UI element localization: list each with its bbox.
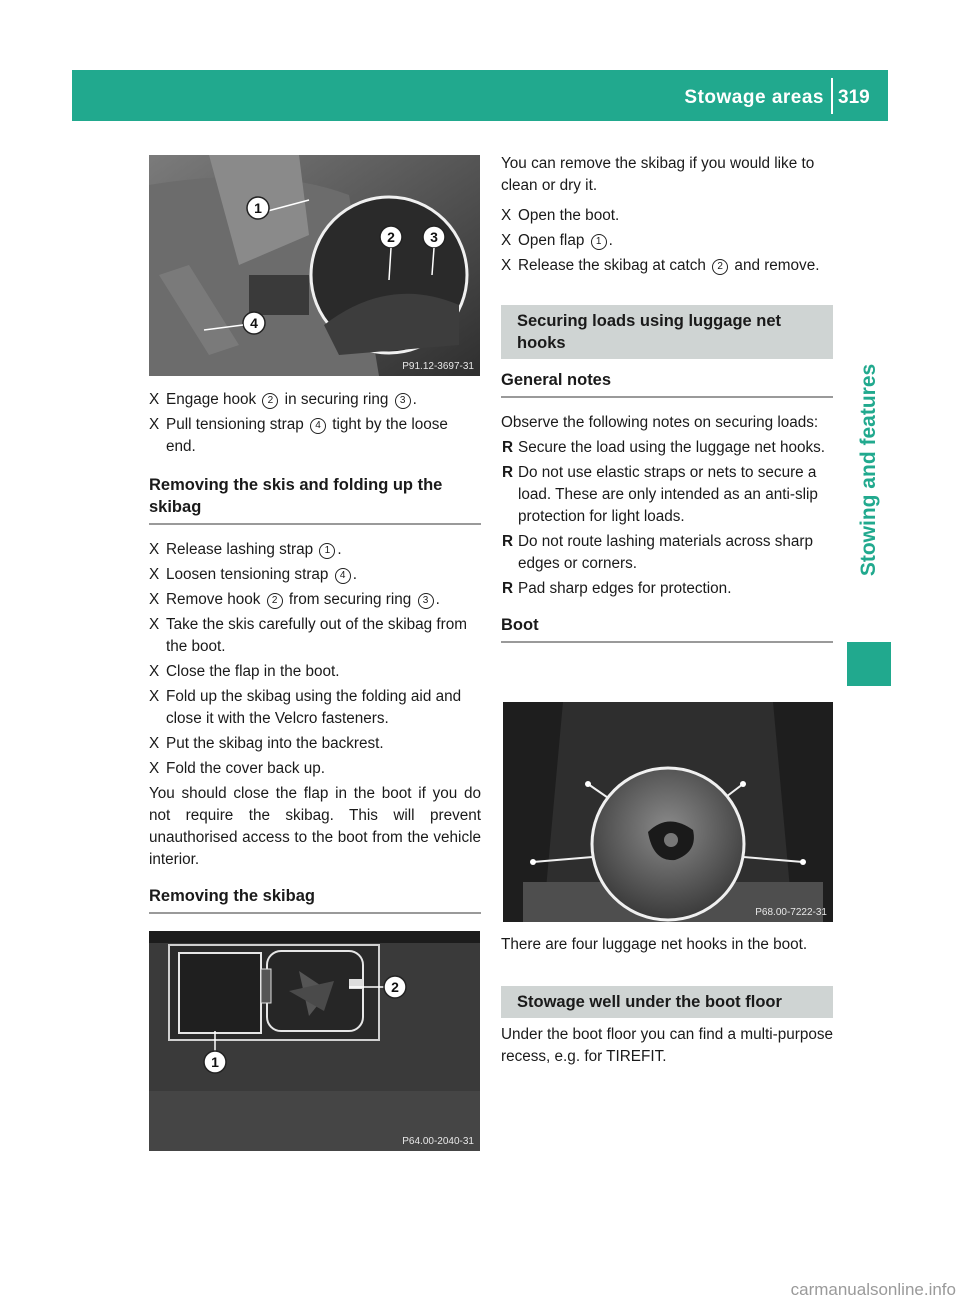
step-text: Loosen tensioning strap	[166, 566, 333, 583]
step-text: Open flap	[518, 232, 589, 249]
bullet-text: Pad sharp edges for protection.	[518, 580, 732, 597]
bullet-text: Do not route lashing materials across sharp edges or corners.	[518, 533, 814, 572]
svg-text:2: 2	[387, 229, 395, 245]
step-text: and remove.	[730, 257, 820, 274]
step-arrow-icon: X	[149, 616, 160, 633]
heading-removing-skibag: Removing the skibag	[149, 885, 481, 914]
step-arrow-icon: X	[501, 207, 512, 224]
bullet-icon: R	[502, 464, 514, 481]
instruction-step	[149, 758, 481, 780]
callout-number: 1	[319, 543, 335, 559]
svg-text:3: 3	[430, 229, 438, 245]
figure-boot-flap-illustration	[149, 931, 480, 1151]
step-list	[149, 389, 481, 458]
bullet-text: Do not use elastic straps or nets to secure a load. These are only intended as an anti-slip protection for light loads.	[518, 464, 818, 525]
bullet-icon: R	[502, 533, 514, 550]
callout-number: 4	[310, 418, 326, 434]
step-text: from securing ring	[284, 591, 416, 608]
step-text: Fold up the skibag using the folding aid and close it with the Velcro fasteners.	[166, 688, 462, 727]
instruction-step	[149, 686, 481, 730]
instruction-step	[149, 539, 481, 561]
step-arrow-icon: X	[149, 760, 160, 777]
svg-text:4: 4	[250, 315, 258, 331]
step-text: .	[435, 591, 440, 608]
heading-boot: Boot	[501, 614, 833, 643]
paragraph: There are four luggage net hooks in the boot.	[501, 936, 808, 953]
step-text: Put the skibag into the backrest.	[166, 735, 384, 752]
step-arrow-icon: X	[149, 416, 160, 433]
heading-securing-loads: Securing loads using luggage net hooks	[501, 305, 833, 359]
step-arrow-icon: X	[501, 257, 512, 274]
watermark: carmanualsonline.info	[790, 1280, 956, 1299]
callout-number: 2	[262, 393, 278, 409]
step-text: Close the flap in the boot.	[166, 663, 340, 680]
step-text: .	[337, 541, 342, 558]
step-arrow-icon: X	[149, 391, 160, 408]
bullet-icon: R	[502, 439, 514, 456]
instruction-step	[149, 564, 481, 586]
instruction-step	[149, 614, 481, 658]
heading-stowage-well: Stowage well under the boot floor	[501, 986, 833, 1018]
chapter-tab	[847, 320, 891, 620]
step-list	[501, 205, 833, 277]
bullet-item	[501, 462, 833, 528]
step-text: Open the boot.	[518, 207, 620, 224]
paragraph: Under the boot floor you can find a multi-purpose recess, e.g. for TIREFIT.	[501, 1026, 833, 1065]
figure-skibag-hook-illustration	[149, 155, 480, 376]
step-text: Fold the cover back up.	[166, 760, 326, 777]
step-text: Remove hook	[166, 591, 265, 608]
callout-number: 2	[267, 593, 283, 609]
header-separator	[831, 78, 833, 114]
right-column-text-lower	[501, 934, 833, 1068]
step-text: Pull tensioning strap	[166, 416, 309, 433]
figure-boot-hooks	[503, 702, 833, 922]
heading-general-notes: General notes	[501, 369, 833, 398]
paragraph: Observe the following notes on securing loads:	[501, 414, 819, 431]
bullet-item	[501, 578, 833, 600]
step-arrow-icon: X	[149, 663, 160, 680]
figure-skibag-hook	[149, 155, 480, 376]
right-column-text	[501, 153, 833, 643]
instruction-step	[501, 255, 833, 277]
callout-number: 1	[591, 234, 607, 250]
step-arrow-icon: X	[149, 735, 160, 752]
step-text: .	[608, 232, 613, 249]
figure-boot-hooks-illustration	[503, 702, 833, 922]
bullet-item	[501, 437, 833, 459]
instruction-step	[501, 230, 833, 252]
step-arrow-icon: X	[149, 688, 160, 705]
instruction-step	[501, 205, 833, 227]
callout-number: 3	[395, 393, 411, 409]
callout-number: 3	[418, 593, 434, 609]
instruction-step	[149, 389, 481, 411]
step-text: Engage hook	[166, 391, 261, 408]
step-text: Release lashing strap	[166, 541, 318, 558]
instruction-step	[149, 661, 481, 683]
step-arrow-icon: X	[149, 566, 160, 583]
callout-number: 4	[335, 568, 351, 584]
figure-boot-flap	[149, 931, 480, 1151]
step-text: tight by the loose end.	[166, 416, 448, 455]
bullet-icon: R	[502, 580, 514, 597]
bullet-text: Secure the load using the luggage net hooks.	[518, 439, 826, 456]
svg-text:2: 2	[391, 979, 399, 995]
step-text: .	[412, 391, 417, 408]
paragraph: You should close the flap in the boot if you do not require the skibag. This will prevent unauthorised access to the boot from the vehicle interior.	[149, 785, 481, 868]
section-title: Stowage areas	[684, 87, 824, 108]
chapter-marker	[847, 642, 891, 686]
heading-removing-skis: Removing the skis and folding up the skibag	[149, 474, 481, 525]
instruction-step	[149, 589, 481, 611]
step-list	[149, 539, 481, 780]
step-arrow-icon: X	[149, 541, 160, 558]
bullet-list	[501, 437, 833, 600]
left-column-text	[149, 389, 481, 914]
callout-number: 2	[712, 259, 728, 275]
step-arrow-icon: X	[501, 232, 512, 249]
step-text: in securing ring	[280, 391, 393, 408]
step-text: Release the skibag at catch	[518, 257, 711, 274]
figure-code: P91.12-3697-31	[402, 361, 474, 372]
instruction-step	[149, 733, 481, 755]
svg-text:1: 1	[254, 200, 262, 216]
figure-code: P68.00-7222-31	[755, 907, 827, 918]
step-text: Take the skis carefully out of the skibag from the boot.	[166, 616, 467, 655]
instruction-step	[149, 414, 481, 458]
figure-code: P64.00-2040-31	[402, 1136, 474, 1147]
paragraph: You can remove the skibag if you would like to clean or dry it.	[501, 155, 815, 194]
svg-text:1: 1	[211, 1054, 219, 1070]
chapter-tab-label: Stowing and features	[857, 363, 880, 577]
step-text: .	[352, 566, 357, 583]
step-arrow-icon: X	[149, 591, 160, 608]
page-number: 319	[838, 87, 870, 108]
bullet-item	[501, 531, 833, 575]
